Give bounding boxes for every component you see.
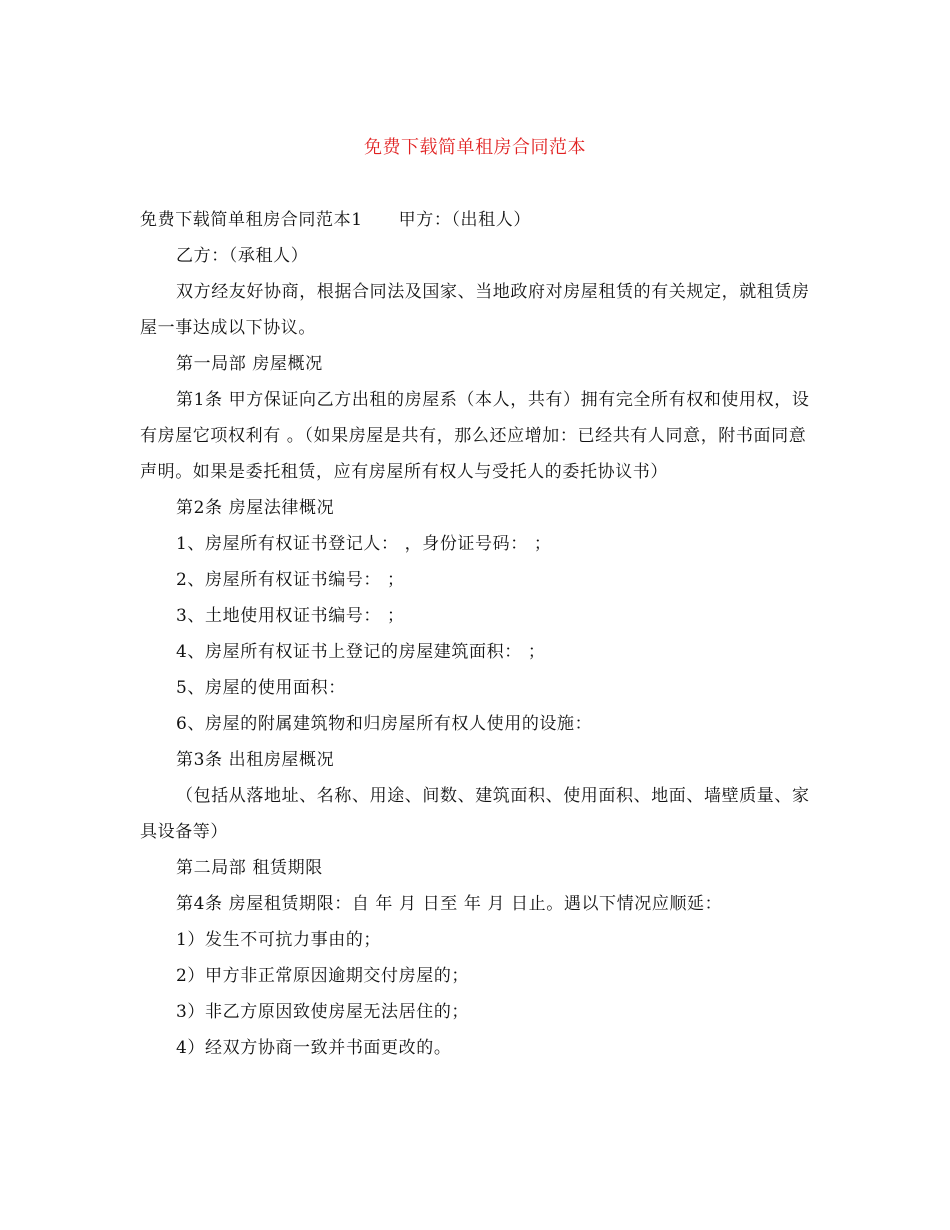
contract-heading: 免费下载简单租房合同范本1 [140, 210, 363, 230]
document-body [140, 202, 810, 1066]
article-2-heading: 第2条 房屋法律概况 [176, 498, 335, 518]
article-3-paragraph: （包括从落地址、名称、用途、间数、建筑面积、使用面积、地面、墙壁质量、家具设备等） [140, 786, 810, 842]
preamble-paragraph: 双方经友好协商，根据合同法及国家、当地政府对房屋租赁的有关规定，就租赁房屋一事达成以下协议。 [140, 282, 810, 338]
list-item: 6、房屋的附属建筑物和归房屋所有权人使用的设施： [176, 714, 593, 734]
opening-line [140, 202, 810, 238]
article-1-paragraph: 第1条 甲方保证向乙方出租的房屋系（本人，共有）拥有完全所有权和使用权，设有房屋它项权利有 。（如果房屋是共有，那么还应增加：已经共有人同意，附书面同意声明。如果是委托租赁，应有房屋所有权人与受托人的委托协议书） [140, 390, 810, 482]
list-item: 3、土地使用权证书编号： ； [176, 606, 405, 626]
list-item: 2）甲方非正常原因逾期交付房屋的； [176, 966, 470, 986]
party-b-label: 乙方：（承租人） [176, 246, 309, 266]
section-heading-1: 第一局部 房屋概况 [176, 354, 323, 374]
party-a-label: 甲方：（出租人） [398, 210, 531, 230]
list-item: 1）发生不可抗力事由的； [176, 930, 382, 950]
article-3-heading: 第3条 出租房屋概况 [176, 750, 335, 770]
section-heading-2: 第二局部 租赁期限 [176, 858, 323, 878]
list-item: 4）经双方协商一致并书面更改的。 [176, 1038, 452, 1058]
document-title: 免费下载简单租房合同范本 [364, 137, 586, 158]
list-item: 1、房屋所有权证书登记人： ，身份证号码： ； [176, 534, 552, 554]
list-item: 2、房屋所有权证书编号： ； [176, 570, 405, 590]
article-4-paragraph: 第4条 房屋租赁期限：自 年 月 日至 年 月 日止。遇以下情况应顺延： [176, 894, 723, 914]
list-item: 4、房屋所有权证书上登记的房屋建筑面积： ； [176, 642, 546, 662]
list-item: 5、房屋的使用面积： [176, 678, 346, 698]
list-item: 3）非乙方原因致使房屋无法居住的； [176, 1002, 470, 1022]
